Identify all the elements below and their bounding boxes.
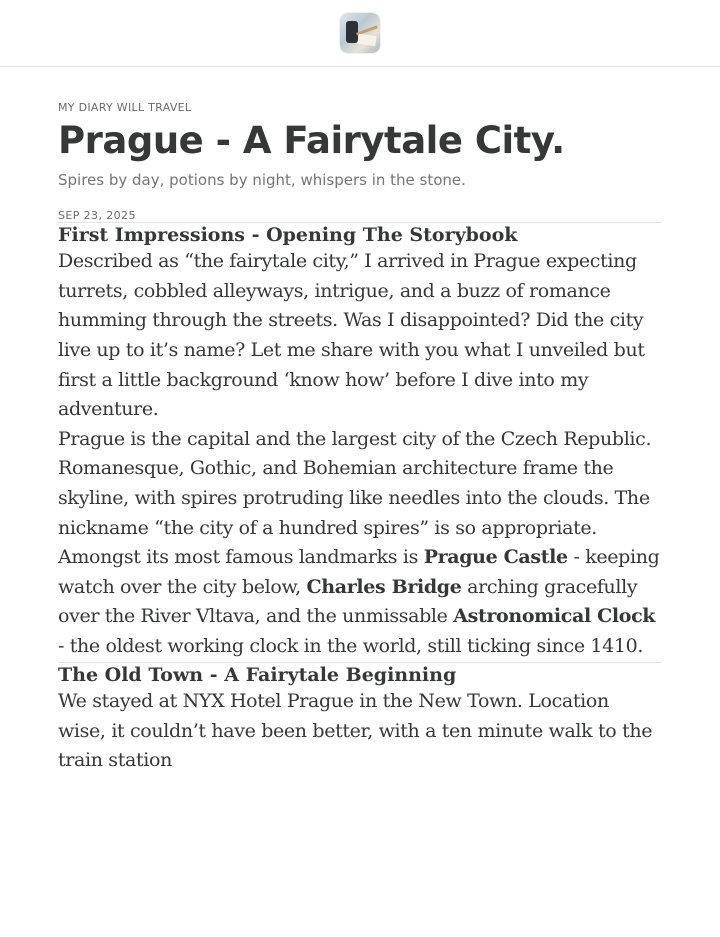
publication-logo-icon[interactable]	[340, 13, 380, 53]
text-run: arching gracefully over the River Vltava, and the unmissable	[58, 575, 638, 628]
landmark-astronomical-clock: Astronomical Clock	[453, 605, 656, 628]
top-bar	[0, 0, 720, 67]
body-paragraph: We stayed at NYX Hotel Prague in the New Town. Location wise, it couldn’t have been better, with a ten minute walk to the train station	[58, 690, 653, 772]
post-date: SEP 23, 2025	[58, 208, 136, 222]
post-title: Prague - A Fairytale City.	[58, 119, 565, 162]
landmark-prague-castle: Prague Castle	[423, 546, 568, 569]
body-paragraph: Prague is the capital and the largest city of the Czech Republic. Romanesque, Gothic, and Bohemian architecture frame the skyline, with spires protruding like needles into the clouds. The nickname “the city of a hundred spires” is so appropriate.	[58, 427, 652, 539]
post-subtitle: Spires by day, potions by night, whispers in the stone.	[58, 170, 466, 189]
logo-paper-shape	[357, 34, 376, 46]
body-paragraph: Described as “the fairytale city,” I arrived in Prague expecting turrets, cobbled alleyways, intrigue, and a buzz of romance humming through the streets. Was I disappointed? Did the city live up to it’s name? Let me share with you what I unveiled but first a little background ‘know how’ before I dive into my adventure.	[58, 250, 645, 421]
section-heading: The Old Town - A Fairytale Beginning	[58, 663, 457, 686]
article	[0, 67, 720, 776]
landmark-charles-bridge: Charles Bridge	[306, 575, 462, 598]
section-heading: First Impressions - Opening The Storybook	[58, 223, 518, 246]
text-run: Amongst its most famous landmarks is	[58, 546, 424, 569]
text-run: - keeping watch over the city below,	[58, 546, 660, 598]
text-run: - the oldest working clock in the world, still ticking since 1410.	[58, 634, 644, 657]
publication-name[interactable]: MY DIARY WILL TRAVEL	[58, 101, 192, 114]
landmarks-paragraph	[58, 543, 662, 661]
post-header	[58, 67, 662, 222]
